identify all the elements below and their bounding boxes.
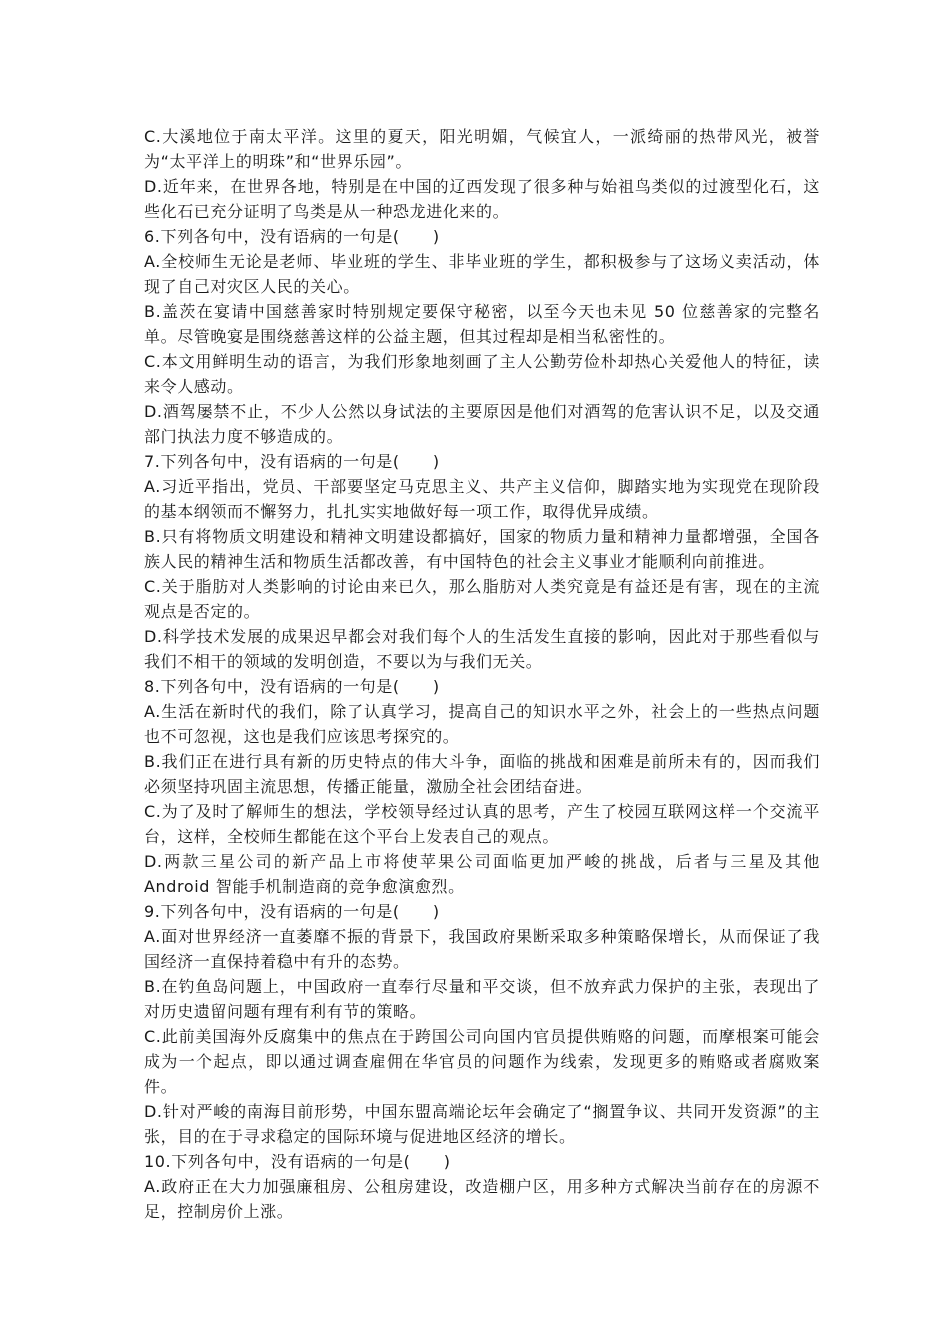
question-10: 10.下列各句中，没有语病的一句是( ) (144, 1152, 451, 1171)
question-7-option-c: C.关于脂肪对人类影响的讨论由来已久，那么脂肪对人类究竟是有益还是有害，现在的主流观点是否定的。 (144, 577, 820, 621)
question-6-option-c: C.本文用鲜明生动的语言，为我们形象地刻画了主人公勤劳俭朴却热心关爱他人的特征，读来令人感动。 (144, 352, 820, 396)
question-8-option-d: D.两款三星公司的新产品上市将使苹果公司面临更加严峻的挑战，后者与三星及其他 Android 智能手机制造商的竞争愈演愈烈。 (144, 852, 820, 896)
question-9: 9.下列各句中，没有语病的一句是( ) (144, 902, 440, 921)
question-10-option-a: A.政府正在大力加强廉租房、公租房建设，改造棚户区，用多种方式解决当前存在的房源不足，控制房价上涨。 (144, 1177, 820, 1221)
question-7-option-a: A.习近平指出，党员、干部要坚定马克思主义、共产主义信仰，脚踏实地为实现党在现阶段的基本纲领而不懈努力，扎扎实实地做好每一项工作，取得优异成绩。 (144, 477, 820, 521)
question-7: 7.下列各句中，没有语病的一句是( ) (144, 452, 440, 471)
question-9-option-b: B.在钓鱼岛问题上，中国政府一直奉行尽量和平交谈，但不放弃武力保护的主张，表现出了对历史遗留问题有理有利有节的策略。 (144, 977, 820, 1021)
option-d-fossils: D.近年来，在世界各地，特别是在中国的辽西发现了很多种与始祖鸟类似的过渡型化石，这些化石已充分证明了鸟类是从一种恐龙进化来的。 (144, 177, 820, 221)
question-6: 6.下列各句中，没有语病的一句是( ) (144, 227, 440, 246)
question-6-option-a: A.全校师生无论是老师、毕业班的学生、非毕业班的学生，都积极参与了这场义卖活动，体现了自己对灾区人民的关心。 (144, 252, 820, 296)
question-7-option-d: D.科学技术发展的成果迟早都会对我们每个人的生活发生直接的影响，因此对于那些看似与我们不相干的领域的发明创造，不要以为与我们无关。 (144, 627, 820, 671)
question-6-option-d: D.酒驾屡禁不止，不少人公然以身试法的主要原因是他们对酒驾的危害认识不足，以及交通部门执法力度不够造成的。 (144, 402, 820, 446)
option-c-tahiti: C.大溪地位于南太平洋。这里的夏天，阳光明媚，气候宜人，一派绮丽的热带风光，被誉为“太平洋上的明珠”和“世界乐园”。 (144, 127, 820, 171)
question-9-option-c: C.此前美国海外反腐集中的焦点在于跨国公司向国内官员提供贿赂的问题，而摩根案可能会成为一个起点，即以通过调查雇佣在华官员的问题作为线索，发现更多的贿赂或者腐败案件。 (144, 1027, 820, 1096)
question-9-option-a: A.面对世界经济一直萎靡不振的背景下，我国政府果断采取多种策略保增长，从而保证了我国经济一直保持着稳中有升的态势。 (144, 927, 820, 971)
question-8-option-c: C.为了及时了解师生的想法，学校领导经过认真的思考，产生了校园互联网这样一个交流平台，这样，全校师生都能在这个平台上发表自己的观点。 (144, 802, 820, 846)
question-6-option-b: B.盖茨在宴请中国慈善家时特别规定要保守秘密，以至今天也未见 50 位慈善家的完整名单。尽管晚宴是围绕慈善这样的公益主题，但其过程却是相当私密性的。 (144, 302, 820, 346)
question-8-option-a: A.生活在新时代的我们，除了认真学习，提高自己的知识水平之外，社会上的一些热点问题也不可忽视，这也是我们应该思考探究的。 (144, 702, 820, 746)
question-8-option-b: B.我们正在进行具有新的历史特点的伟大斗争，面临的挑战和困难是前所未有的，因而我们必须坚持巩固主流思想，传播正能量，激励全社会团结奋进。 (144, 752, 820, 796)
document-body (144, 124, 820, 1224)
question-7-option-b: B.只有将物质文明建设和精神文明建设都搞好，国家的物质力量和精神力量都增强，全国各族人民的精神生活和物质生活都改善，有中国特色的社会主义事业才能顺利向前推进。 (144, 527, 820, 571)
question-8: 8.下列各句中，没有语病的一句是( ) (144, 677, 440, 696)
question-9-option-d: D.针对严峻的南海目前形势，中国东盟高端论坛年会确定了“搁置争议、共同开发资源”的主张，目的在于寻求稳定的国际环境与促进地区经济的增长。 (144, 1102, 820, 1146)
